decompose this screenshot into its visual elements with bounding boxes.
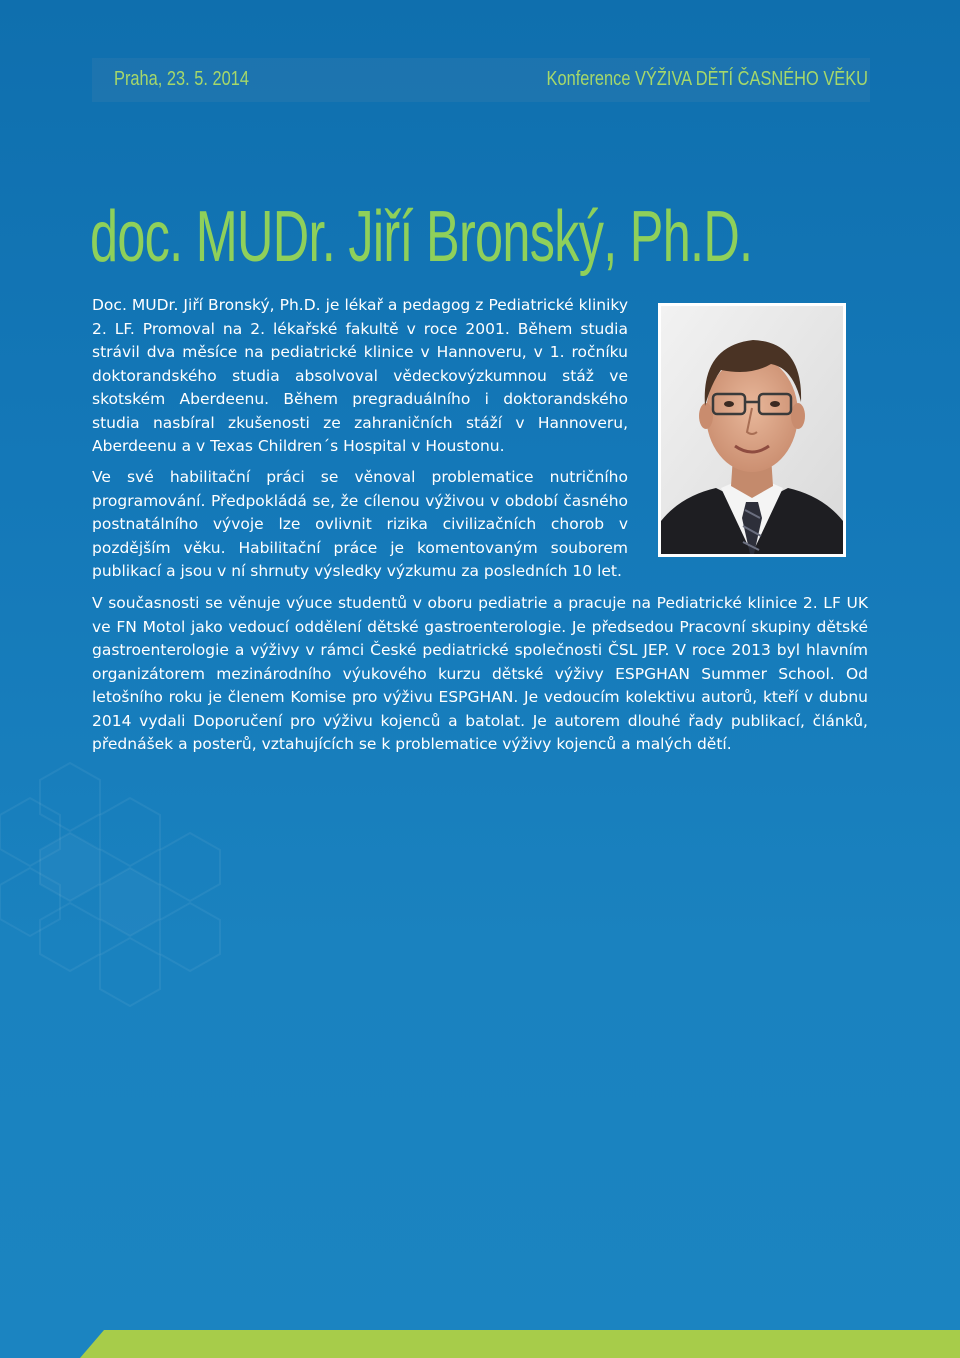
conference-name: Konference VÝŽIVA DĚTÍ ČASNÉHO VĚKU: [546, 68, 868, 90]
bio-paragraph-3: V současnosti se věnuje výuce studentů v oboru pediatrie a pracuje na Pediatrické klinice 2. LF UK ve FN Motol jako vedoucí oddělení dětské gastroenterologie. Je předsedou Pracovní skupiny dětské gastroenterologie a výživy v rámci České pediatrické společnosti ČSL JEP. V roce 2013 byl hlavním organizátorem mezinárodního výukového kurzu dětské výživy ESPGHAN Summer School. Od letošního roku je členem Komise pro výživu ESPGHAN. Je vedoucím kolektivu autorů, kteří v dubnu 2014 vydali Doporučení pro výživu kojenců a batolat. Je autorem dlouhé řady publikací, článků, přednášek a posterů, vztahujících se k problematice výživy kojenců a malých dětí.: [92, 594, 868, 753]
portrait-photo-frame: [658, 303, 846, 557]
bio-paragraph-1: Doc. MUDr. Jiří Bronský, Ph.D. je lékař a pedagog z Pediatrické kliniky 2. LF. Promoval na 2. lékařské fakultě v roce 2001. Během studia strávil dva měsíce na pediatrické klinice v Hannoveru, v 1. ročníku doktorandského studia absolvoval vědeckovýzkumnou stáž ve skotském Aberdeenu. Během pregraduálního i doktorandského studia nasbíral zkušenosti ze zahraničních stáží v Hannoveru, Aberdeenu a v Texas Children´s Hospital v Houstonu.: [92, 296, 628, 455]
event-date: Praha, 23. 5. 2014: [114, 68, 249, 90]
bio-paragraph-2: Ve své habilitační práci se věnoval problematice nutričního programování. Předpokládá se, že cílenou výživou v období časného postnatálního vývoje lze ovlivnit rizika civilizačních chorob v pozdějším věku. Habilitační práce je komentovaným souborem publikací a jsou v ní shrnuty výsledky výzkumu za posledních 10 let.: [92, 468, 628, 580]
portrait-photo: [661, 306, 843, 554]
corner-accent-stripe: [80, 1330, 960, 1358]
header-bar: [92, 58, 870, 102]
speaker-name-title: doc. MUDr. Jiří Bronský, Ph.D.: [90, 197, 753, 277]
